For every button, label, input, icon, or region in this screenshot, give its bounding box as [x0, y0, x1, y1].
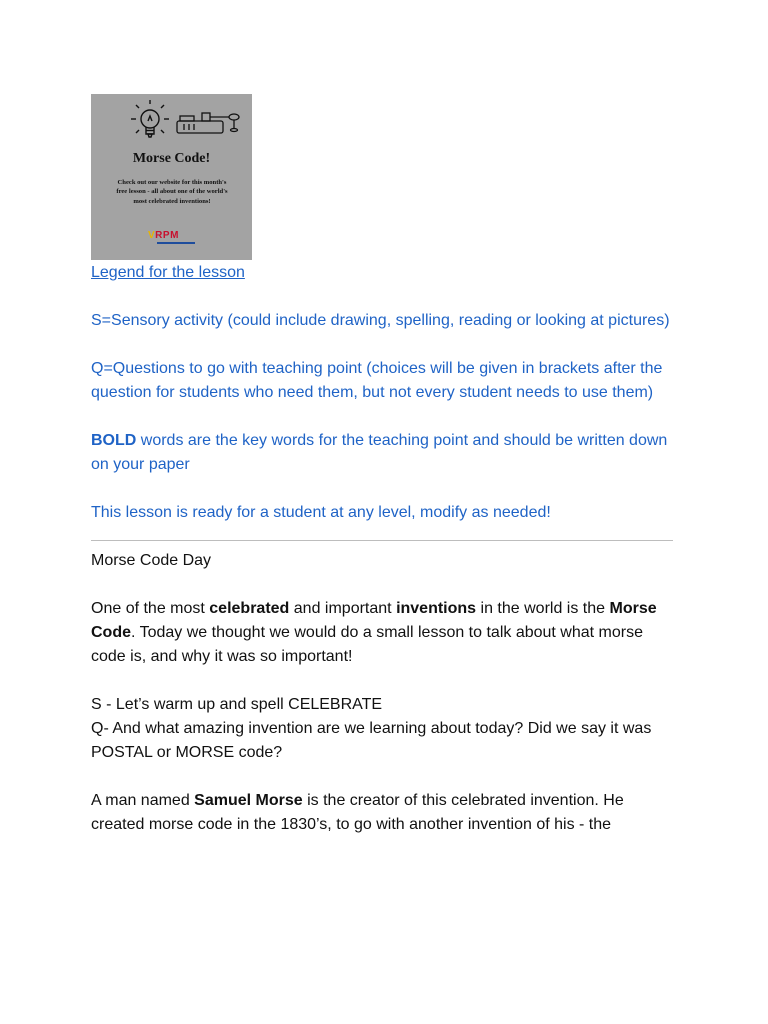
telegraph-key-icon — [177, 113, 239, 133]
lightbulb-icon — [131, 100, 169, 137]
legend-link[interactable]: Legend for the lesson — [91, 264, 245, 281]
lesson-paragraph-3 — [91, 789, 681, 837]
document-page — [91, 94, 681, 837]
p1-bold-morse-code: Morse Code — [91, 600, 657, 641]
p1-bold-inventions: inventions — [396, 600, 477, 617]
lesson-paragraph-1 — [91, 597, 681, 669]
logo-underline — [157, 242, 195, 244]
p1-text-e: . Today we thought we would do a small lesson to talk about what morse code is, and why it was so important! — [91, 624, 643, 665]
p3-text-a: A man named — [91, 792, 195, 809]
p3-bold-samuel-morse: Samuel Morse — [194, 792, 303, 809]
lesson-heading: Morse Code Day — [91, 552, 212, 569]
legend-bold — [91, 429, 681, 477]
rpm-logo — [148, 230, 179, 241]
section-divider — [91, 540, 673, 541]
legend-ready: This lesson is ready for a student at any level, modify as needed! — [91, 504, 551, 521]
lesson-question-line: Q- And what amazing invention are we learning about today? Did we say it was POSTAL or MORSE code? — [91, 720, 652, 761]
p3-text-c: is the creator of this celebrated invention. He created morse code in the 1830’s, to go with another invention of his - the — [91, 792, 624, 833]
promo-image — [91, 94, 252, 260]
legend-bold-rest: words are the key words for the teaching point and should be written down on your paper — [91, 432, 668, 473]
promo-artwork — [91, 94, 252, 154]
p1-text-c: and important — [289, 600, 397, 617]
legend-bold-word: BOLD — [91, 432, 137, 449]
promo-title: Morse Code! — [132, 151, 211, 166]
p1-text-a: One of the most — [91, 600, 210, 617]
legend-questions: Q=Questions to go with teaching point (choices will be given in brackets after the question for students who need them, but not every student needs to use them) — [91, 360, 663, 401]
p1-bold-celebrated: celebrated — [209, 600, 290, 617]
legend-sensory: S=Sensory activity (could include drawing, spelling, reading or looking at pictures) — [91, 312, 670, 329]
promo-body: Check out our website for this month's free lesson - all about one of the world's most celebrated inventions! — [116, 179, 228, 205]
lesson-sensory-line: S - Let’s warm up and spell CELEBRATE — [91, 696, 383, 713]
p1-text-d: in the world is the — [476, 600, 610, 617]
logo-mark: V — [148, 230, 156, 241]
logo-text: RPM — [155, 230, 179, 241]
